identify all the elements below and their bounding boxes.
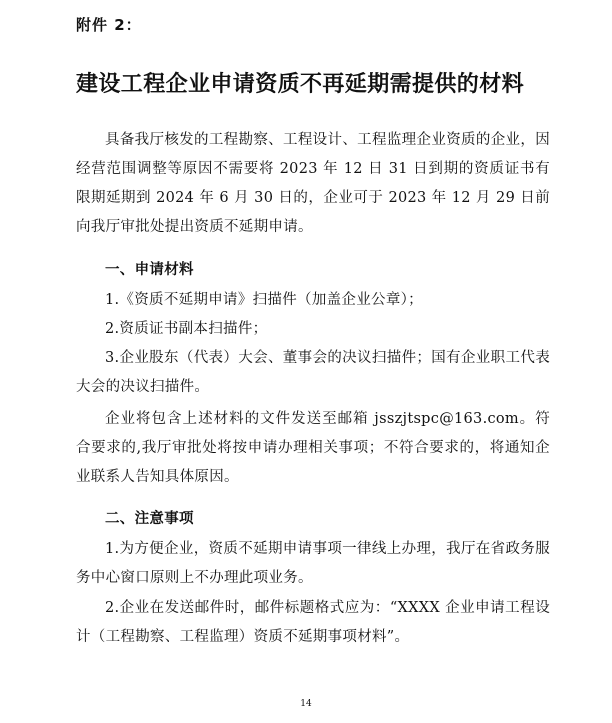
- material-item: 3.企业股东（代表）大会、董事会的决议扫描件；国有企业职工代表大会的决议扫描件。: [76, 350, 550, 395]
- page-number: 14: [300, 699, 312, 709]
- attachment-label: 附件 2：: [76, 16, 142, 34]
- section-heading-materials: 一、申请材料: [105, 262, 194, 278]
- section-heading-notes: 二、注意事项: [105, 511, 194, 527]
- document-title: 建设工程企业申请资质不再延期需提供的材料: [76, 72, 525, 97]
- intro-paragraph: 具备我厅核发的工程勘察、工程设计、工程监理企业资质的企业，因经营范围调整等原因不需要将 2023 年 12 日 31 日到期的资质证书有限期延期到 2024 年 6 月 30 日的，企业可于 2023 年 12 月 29 日前向我厅审批处提出资质不延期申请。: [76, 132, 551, 235]
- material-item: 1.《资质不延期申请》扫描件（加盖企业公章）；: [105, 292, 423, 308]
- note-item: 1.为方便企业，资质不延期申请事项一律线上办理，我厅在省政务服务中心窗口原则上不办理此项业务。: [76, 541, 550, 586]
- material-item: 2.资质证书副本扫描件；: [105, 321, 268, 337]
- email-instruction-paragraph: 企业将包含上述材料的文件发送至邮箱 jsszjtspc@163.com。符合要求的,我厅审批处将按申请办理相关事项；不符合要求的，将通知企业联系人告知具体原因。: [76, 411, 550, 485]
- note-item: 2.企业在发送邮件时，邮件标题格式应为：“XXXX 企业申请工程设计（工程勘察、工程监理）资质不延期事项材料”。: [76, 600, 550, 645]
